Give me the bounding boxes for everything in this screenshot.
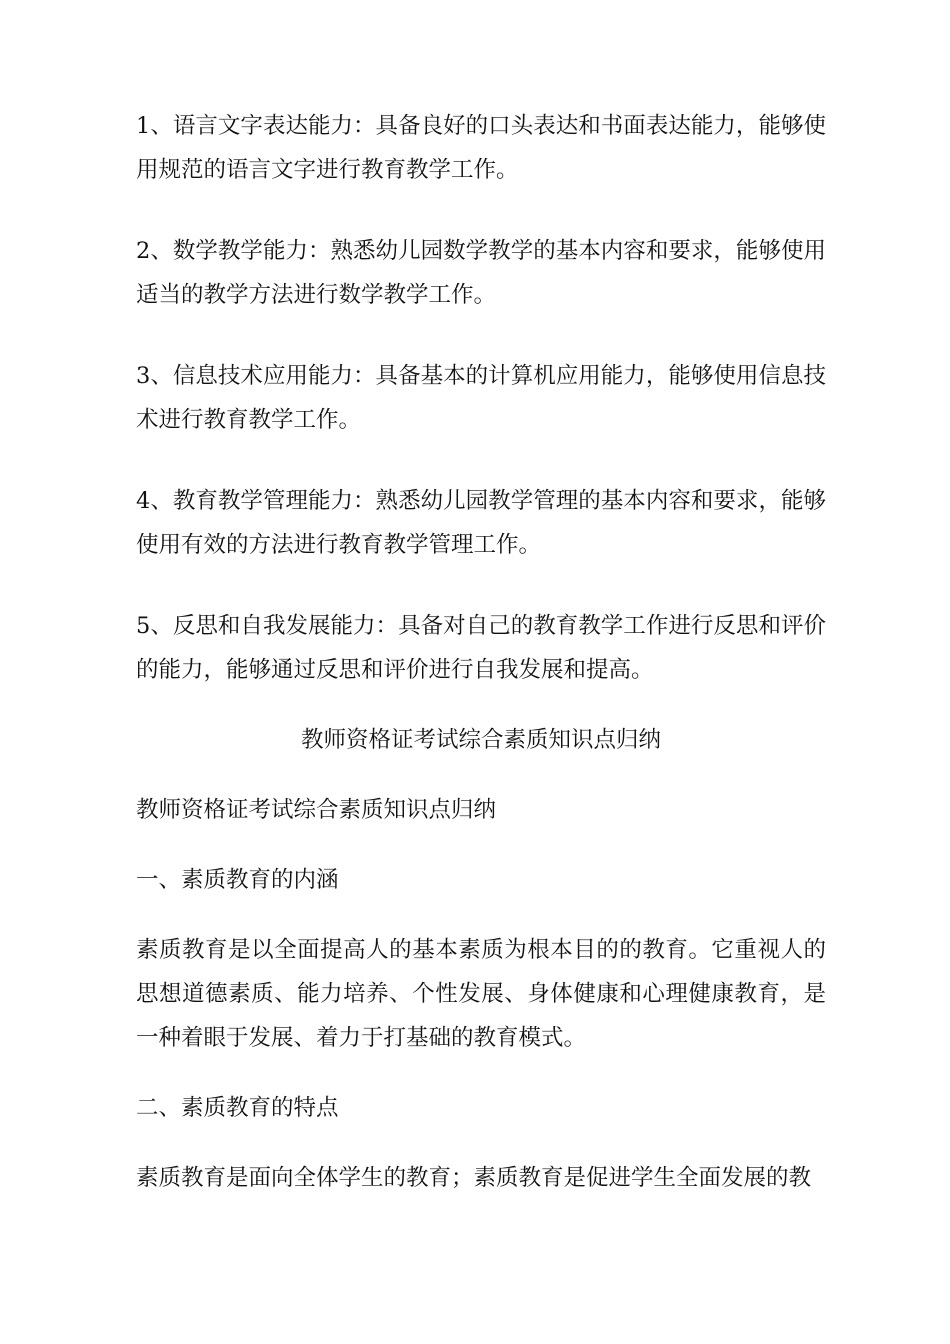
paragraph-language-ability: 1、语言文字表达能力：具备良好的口头表达和书面表达能力，能够使用规范的语言文字进行教育教学工作。 [136, 113, 826, 183]
paragraph-math-teaching: 2、数学教学能力：熟悉幼儿园数学教学的基本内容和要求，能够使用适当的教学方法进行数学教学工作。 [136, 238, 826, 308]
section-title: 教师资格证考试综合素质知识点归纳 [300, 727, 661, 753]
heading-quality-education-meaning: 一、素质教育的内涵 [136, 867, 339, 893]
paragraph-it-application: 3、信息技术应用能力：具备基本的计算机应用能力，能够使用信息技术进行教育教学工作。 [136, 363, 826, 433]
paragraph-self-reflection: 5、反思和自我发展能力：具备对自己的教育教学工作进行反思和评价的能力，能够通过反思和评价进行自我发展和提高。 [136, 613, 826, 683]
paragraph-quality-education-features: 素质教育是面向全体学生的教育；素质教育是促进学生全面发展的教 [136, 1165, 812, 1191]
section-subtitle: 教师资格证考试综合素质知识点归纳 [136, 797, 497, 823]
document-page [136, 104, 826, 1200]
paragraph-teaching-management: 4、教育教学管理能力：熟悉幼儿园教学管理的基本内容和要求，能够使用有效的方法进行教育教学管理工作。 [136, 488, 826, 558]
heading-quality-education-features: 二、素质教育的特点 [136, 1095, 339, 1121]
paragraph-quality-education-meaning: 素质教育是以全面提高人的基本素质为根本目的的教育。它重视人的思想道德素质、能力培养、个性发展、身体健康和心理健康教育，是一种着眼于发展、着力于打基础的教育模式。 [136, 937, 826, 1051]
